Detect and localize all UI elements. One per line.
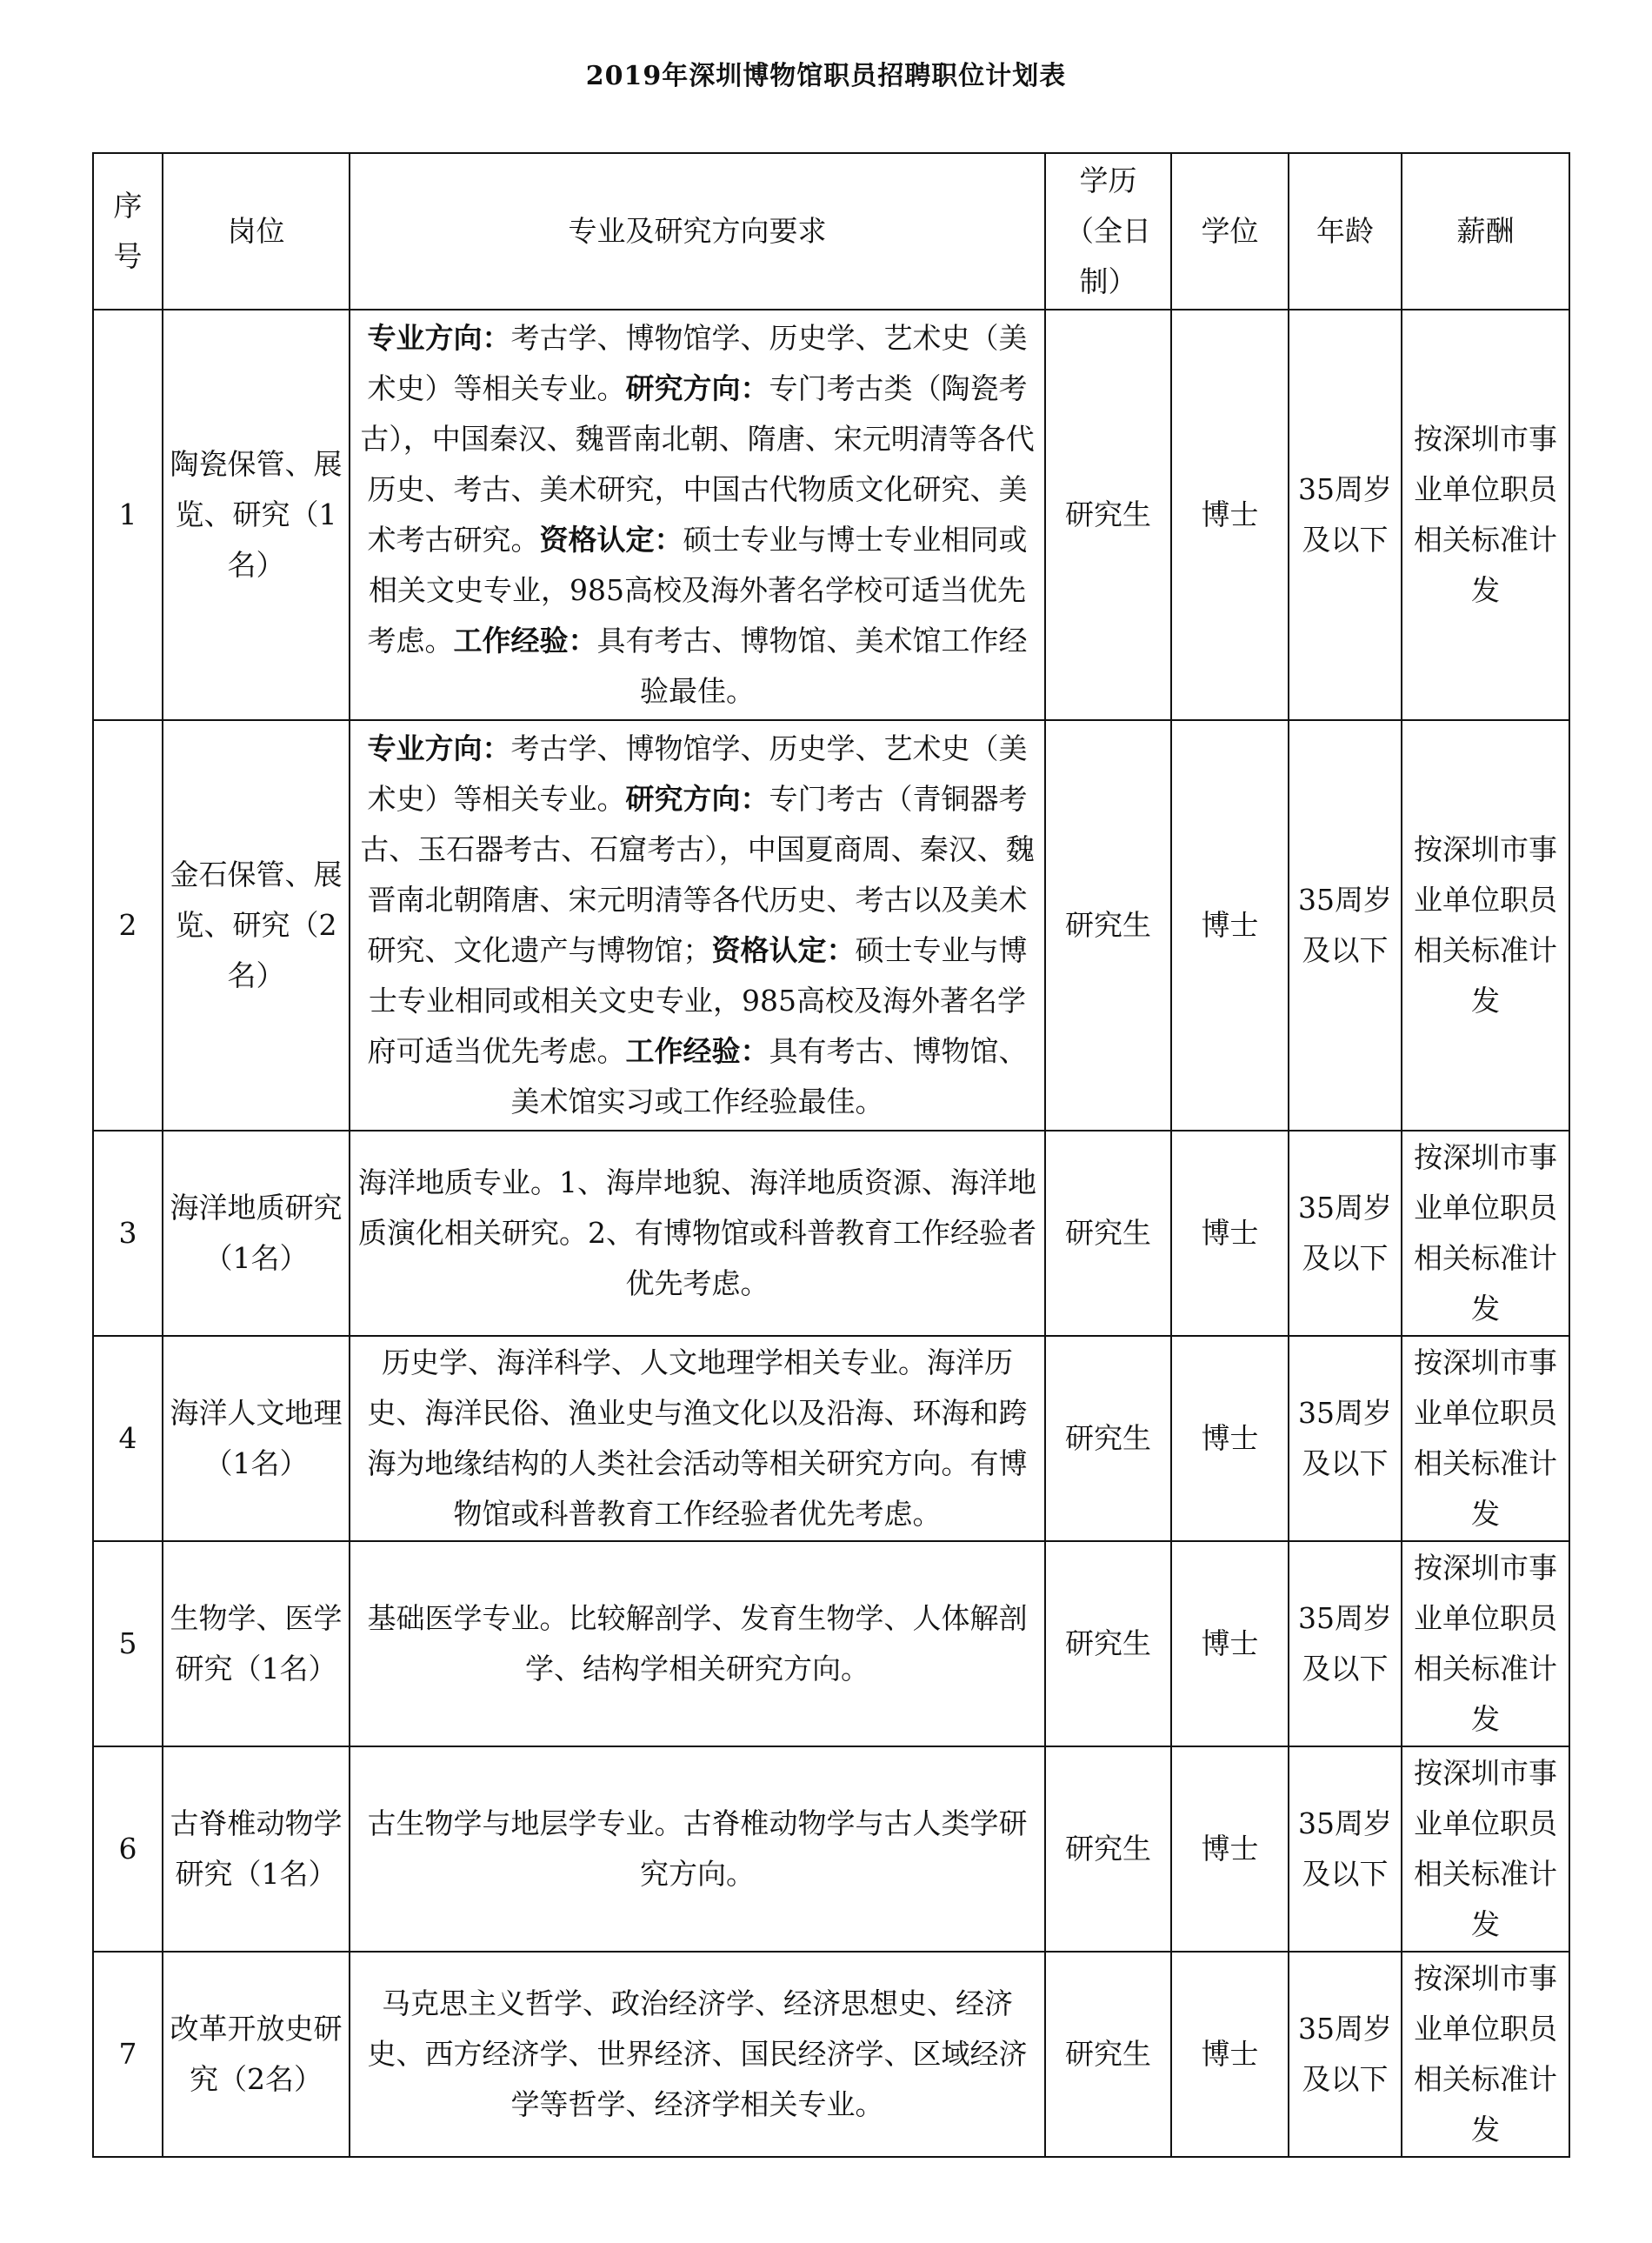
cell-requirements: 海洋地质专业。1、海岸地貌、海洋地质资源、海洋地质演化相关研究。2、有博物馆或科普教育工作经验者优先考虑。 xyxy=(350,1131,1045,1336)
req-text: 硕士专业与博士专业相同或相关文史专业，985高校及海外著名学府可适当优先考虑。 xyxy=(367,933,1028,1068)
table-row xyxy=(93,1746,1569,1952)
req-label: 专业方向： xyxy=(367,321,511,355)
header-requirements: 专业及研究方向要求 xyxy=(350,153,1045,310)
page-title: 2019年深圳博物馆职员招聘职位计划表 xyxy=(585,61,1067,91)
cell-no: 2 xyxy=(93,720,163,1131)
cell-education: 研究生 xyxy=(1045,310,1171,720)
cell-age: 35周岁及以下 xyxy=(1289,1746,1402,1952)
cell-requirements: 历史学、海洋科学、人文地理学相关专业。海洋历史、海洋民俗、渔业史与渔文化以及沿海、环海和跨海为地缘结构的人类社会活动等相关研究方向。有博物馆或科普教育工作经验者优先考虑。 xyxy=(350,1336,1045,1541)
table-row xyxy=(93,1541,1569,1746)
cell-salary: 按深圳市事业单位职员相关标准计发 xyxy=(1402,1336,1569,1541)
cell-salary: 按深圳市事业单位职员相关标准计发 xyxy=(1402,1131,1569,1336)
table-row xyxy=(93,310,1569,720)
req-label: 资格认定： xyxy=(711,933,856,967)
cell-post: 改革开放史研究（2名） xyxy=(163,1952,350,2157)
table-row xyxy=(93,1336,1569,1541)
cell-age: 35周岁及以下 xyxy=(1289,1336,1402,1541)
req-text: 考古学、博物馆学、历史学、艺术史（美术史）等相关专业。 xyxy=(367,321,1028,405)
cell-requirements: 基础医学专业。比较解剖学、发育生物学、人体解剖学、结构学相关研究方向。 xyxy=(350,1541,1045,1746)
cell-degree: 博士 xyxy=(1171,1336,1289,1541)
header-salary: 薪酬 xyxy=(1402,153,1569,310)
cell-salary: 按深圳市事业单位职员相关标准计发 xyxy=(1402,720,1569,1131)
cell-salary: 按深圳市事业单位职员相关标准计发 xyxy=(1402,1952,1569,2157)
req-label: 专业方向： xyxy=(367,731,511,765)
cell-age: 35周岁及以下 xyxy=(1289,1952,1402,2157)
req-text: 具有考古、博物馆、美术馆工作经验最佳。 xyxy=(596,624,1028,708)
recruitment-plan-table xyxy=(92,152,1570,2158)
cell-education: 研究生 xyxy=(1045,1952,1171,2157)
cell-degree: 博士 xyxy=(1171,1952,1289,2157)
cell-salary: 按深圳市事业单位职员相关标准计发 xyxy=(1402,1541,1569,1746)
cell-no: 7 xyxy=(93,1952,163,2157)
req-text: 专门考古（青铜器考古、玉石器考古、石窟考古），中国夏商周、秦汉、魏晋南北朝隋唐、宋元明清等各代历史、考古以及美术研究、文化遗产与博物馆； xyxy=(360,782,1035,967)
cell-education: 研究生 xyxy=(1045,1541,1171,1746)
cell-requirements: 马克思主义哲学、政治经济学、经济思想史、经济史、西方经济学、世界经济、国民经济学、区域经济学等哲学、经济学相关专业。 xyxy=(350,1952,1045,2157)
cell-post: 海洋人文地理（1名） xyxy=(163,1336,350,1541)
table-row xyxy=(93,1131,1569,1336)
cell-degree: 博士 xyxy=(1171,1131,1289,1336)
cell-age: 35周岁及以下 xyxy=(1289,1131,1402,1336)
header-degree: 学位 xyxy=(1171,153,1289,310)
header-post: 岗位 xyxy=(163,153,350,310)
cell-age: 35周岁及以下 xyxy=(1289,720,1402,1131)
cell-degree: 博士 xyxy=(1171,310,1289,720)
header-education: 学历（全日制） xyxy=(1045,153,1171,310)
cell-degree: 博士 xyxy=(1171,720,1289,1131)
cell-post: 海洋地质研究（1名） xyxy=(163,1131,350,1336)
cell-post: 古脊椎动物学研究（1名） xyxy=(163,1746,350,1952)
cell-no: 5 xyxy=(93,1541,163,1746)
req-label: 资格认定： xyxy=(539,523,683,557)
cell-education: 研究生 xyxy=(1045,1131,1171,1336)
cell-requirements xyxy=(350,720,1045,1131)
table-row xyxy=(93,1952,1569,2157)
req-text: 硕士专业与博士专业相同或相关文史专业，985高校及海外著名学校可适当优先考虑。 xyxy=(367,523,1028,658)
cell-age: 35周岁及以下 xyxy=(1289,310,1402,720)
header-no: 序号 xyxy=(93,153,163,310)
cell-no: 1 xyxy=(93,310,163,720)
req-label: 工作经验： xyxy=(625,1034,769,1068)
req-label: 研究方向： xyxy=(625,371,769,405)
cell-post: 生物学、医学研究（1名） xyxy=(163,1541,350,1746)
cell-requirements xyxy=(350,310,1045,720)
req-text: 专门考古类（陶瓷考古），中国秦汉、魏晋南北朝、隋唐、宋元明清等各代历史、考古、美术研究，中国古代物质文化研究、美术考古研究。 xyxy=(360,371,1035,557)
cell-age: 35周岁及以下 xyxy=(1289,1541,1402,1746)
cell-post: 金石保管、展览、研究（2名） xyxy=(163,720,350,1131)
cell-education: 研究生 xyxy=(1045,1746,1171,1952)
cell-degree: 博士 xyxy=(1171,1746,1289,1952)
cell-education: 研究生 xyxy=(1045,720,1171,1131)
req-label: 工作经验： xyxy=(453,624,597,658)
cell-post: 陶瓷保管、展览、研究（1名） xyxy=(163,310,350,720)
req-label: 研究方向： xyxy=(625,782,769,816)
req-text: 考古学、博物馆学、历史学、艺术史（美术史）等相关专业。 xyxy=(367,731,1028,816)
cell-requirements: 古生物学与地层学专业。古脊椎动物学与古人类学研究方向。 xyxy=(350,1746,1045,1952)
cell-degree: 博士 xyxy=(1171,1541,1289,1746)
table-row xyxy=(93,720,1569,1131)
cell-no: 6 xyxy=(93,1746,163,1952)
cell-no: 3 xyxy=(93,1131,163,1336)
cell-education: 研究生 xyxy=(1045,1336,1171,1541)
cell-salary: 按深圳市事业单位职员相关标准计发 xyxy=(1402,310,1569,720)
req-text: 具有考古、博物馆、美术馆实习或工作经验最佳。 xyxy=(510,1034,1028,1118)
header-age: 年龄 xyxy=(1289,153,1402,310)
cell-salary: 按深圳市事业单位职员相关标准计发 xyxy=(1402,1746,1569,1952)
table-header-row xyxy=(93,153,1569,310)
cell-no: 4 xyxy=(93,1336,163,1541)
